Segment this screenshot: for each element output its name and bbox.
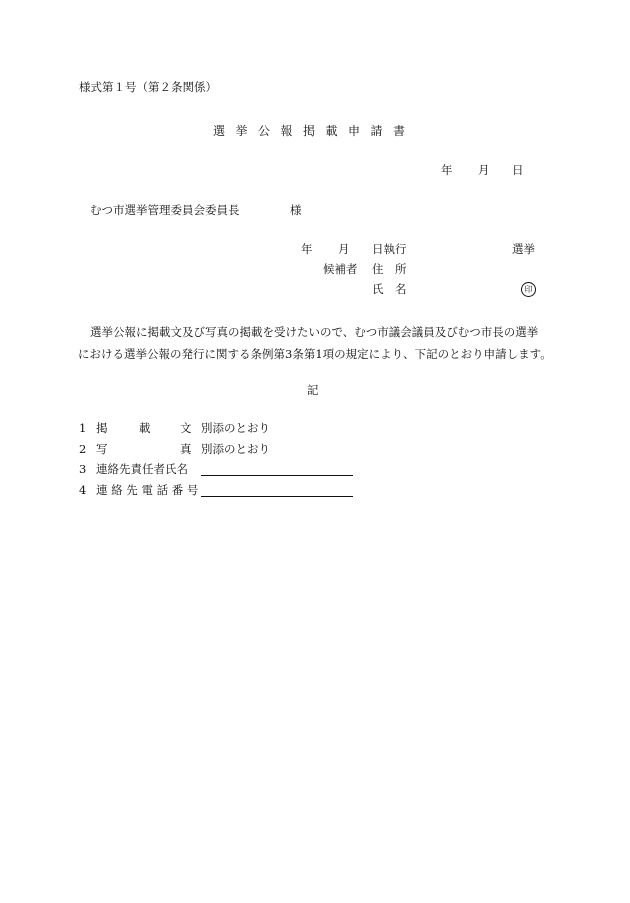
item-label-part: 文 bbox=[180, 421, 192, 435]
date-day: 日 bbox=[512, 163, 524, 177]
candidate-label: 候補者 bbox=[323, 262, 358, 276]
addressee-name: むつ市選挙管理委員会委員長 bbox=[90, 203, 240, 217]
election-day-exec: 日執行 bbox=[372, 242, 407, 256]
item-value: 別添のとおり bbox=[201, 442, 270, 456]
date-year: 年 bbox=[441, 163, 453, 177]
item-label: 連絡先責任者氏名 bbox=[96, 462, 188, 476]
body-paragraph bbox=[78, 321, 558, 365]
item-number: 1 bbox=[79, 421, 87, 435]
date-month: 月 bbox=[478, 163, 490, 177]
form-number: 様式第１号（第２条関係） bbox=[79, 80, 217, 94]
item-value: 別添のとおり bbox=[201, 421, 270, 435]
item-label-part: 写 bbox=[96, 442, 108, 456]
item-label-part: 載 bbox=[139, 421, 151, 435]
body-line-1: 選挙公報に掲載文及び写真の掲載を受けたいので、むつ市議会議員及びむつ市長の選挙 bbox=[90, 325, 539, 339]
address-label: 住 所 bbox=[372, 262, 407, 276]
body-line-2: における選挙公報の発行に関する条例第3条第1項の規定により、下記のとおり申請します。 bbox=[78, 347, 552, 361]
election-month: 月 bbox=[338, 242, 350, 256]
item-label: 連 絡 先 電 話 番 号 bbox=[96, 483, 199, 497]
seal-mark: 印 bbox=[521, 282, 536, 297]
item-number: 3 bbox=[79, 462, 87, 476]
contact-phone-line bbox=[201, 484, 353, 497]
ki-heading: 記 bbox=[307, 383, 319, 397]
item-number: 2 bbox=[79, 442, 87, 456]
item-number: 4 bbox=[79, 483, 87, 497]
document-title: 選挙公報掲載申請書 bbox=[213, 124, 416, 138]
election-year: 年 bbox=[301, 242, 313, 256]
item-label-part: 真 bbox=[180, 442, 192, 456]
contact-name-line bbox=[201, 463, 353, 476]
name-label: 氏 名 bbox=[372, 282, 407, 296]
item-label-part: 掲 bbox=[96, 421, 108, 435]
election-type: 選挙 bbox=[512, 242, 535, 256]
addressee-honorific: 様 bbox=[290, 203, 302, 217]
